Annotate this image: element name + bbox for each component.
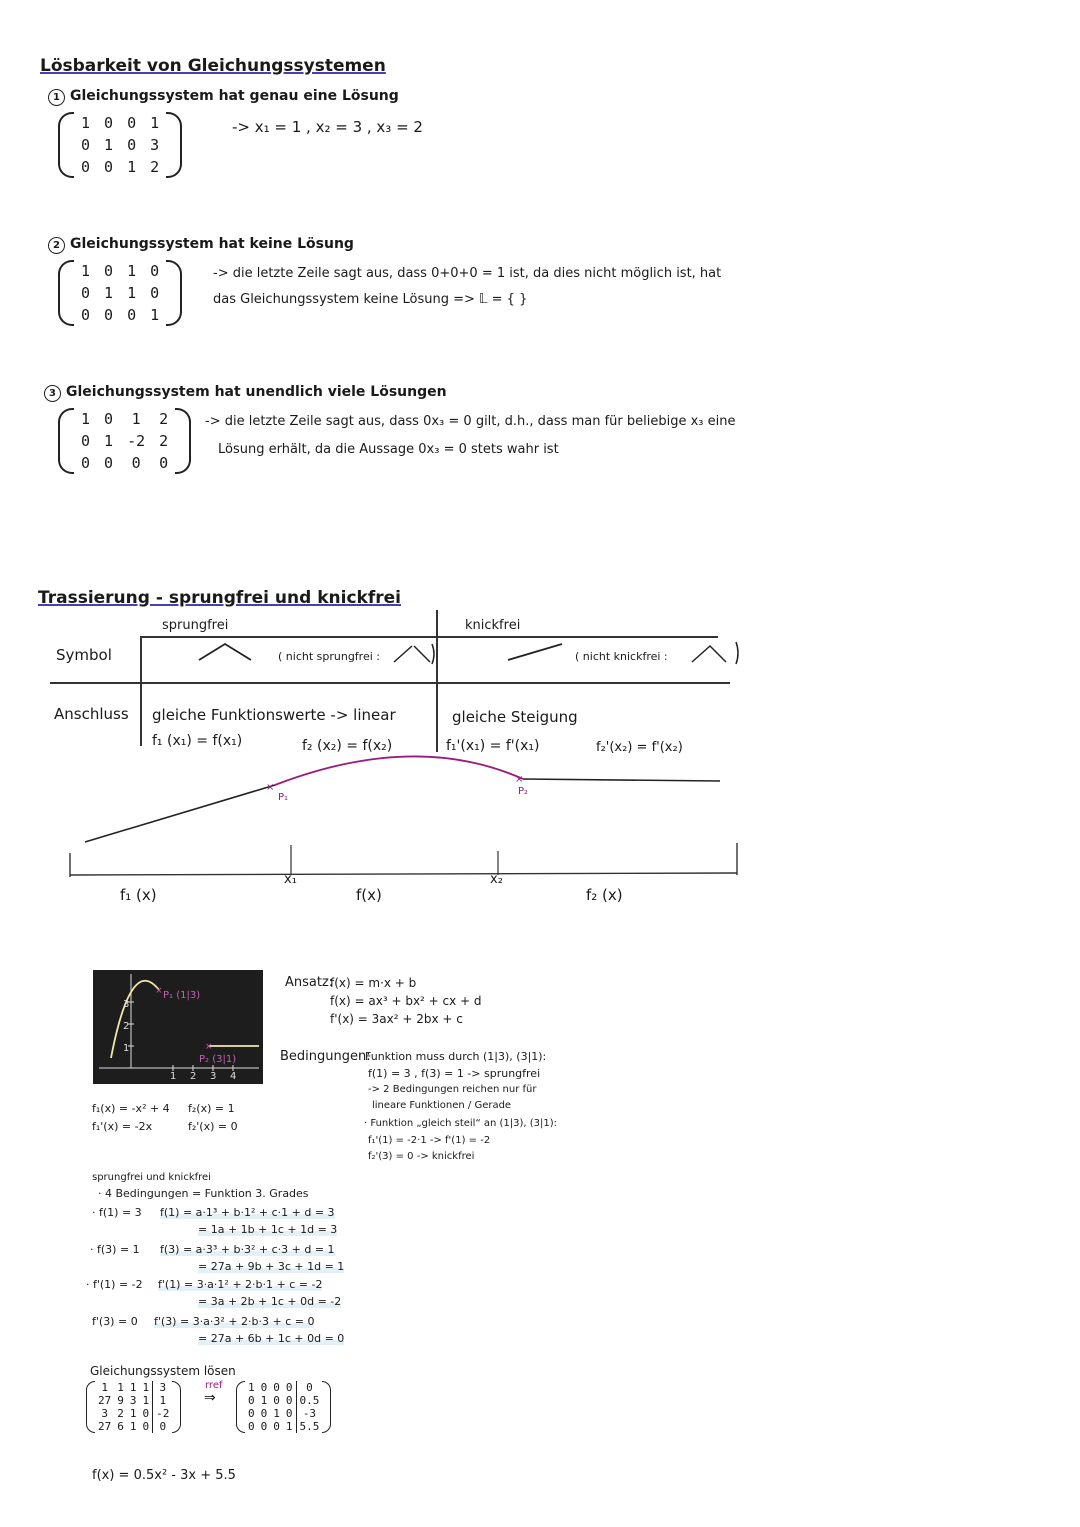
matrix-cell: 1 — [285, 1420, 293, 1433]
matrix-cell: -2 — [127, 432, 146, 450]
matrix-cell: 1 — [104, 136, 114, 154]
matrix-cell: 1 — [260, 1394, 268, 1407]
ansatz-label: Ansatz: — [285, 975, 334, 990]
matrix-cell: 0 — [81, 284, 91, 302]
matrix-cell: 1 — [142, 1394, 150, 1407]
cond4-label: f'(3) = 0 — [92, 1315, 138, 1328]
case2-text-line1: -> die letzte Zeile sagt aus, dass 0+0+0 = 1 ist, da dies nicht möglich ist, hat — [213, 266, 722, 281]
matrix-row — [74, 452, 175, 474]
matrix-cell: 0 — [81, 454, 91, 472]
col-header-sprungfrei: sprungfrei — [162, 618, 229, 633]
bedingung-2: f(1) = 3 , f(3) = 1 -> sprungfrei — [368, 1067, 541, 1080]
f1-definition: f₁(x) = -x² + 4 — [92, 1102, 170, 1115]
matrix-cell: 1 — [273, 1407, 280, 1420]
sprungfrei-eq2: f₂ (x₂) = f(x₂) — [302, 738, 393, 754]
matrix-cell: 1 — [81, 262, 91, 280]
matrix-cell: 0 — [127, 136, 137, 154]
f2-derivative: f₂'(x) = 0 — [188, 1120, 238, 1133]
matrix-row — [95, 1407, 172, 1420]
matrix-cell: 2 — [159, 410, 169, 428]
matrix-cell: 0 — [127, 114, 137, 132]
cond2-label: · f(3) = 1 — [90, 1243, 140, 1256]
bedingungen-label: Bedingungen: — [280, 1049, 371, 1064]
matrix-cell: 1 — [127, 262, 137, 280]
not-sprungfrei-symbol — [392, 642, 438, 666]
matrix-row — [245, 1407, 322, 1420]
knickfrei-eq2: f₂'(x₂) = f'(x₂) — [596, 740, 683, 755]
matrix-cell: 0 — [285, 1381, 293, 1394]
matrix-row — [245, 1420, 322, 1433]
matrix-cell: 1 — [127, 284, 137, 302]
matrix-cell: 1 — [153, 1394, 173, 1407]
matrix-cell: 3 — [153, 1381, 173, 1394]
circled-number: 1 — [48, 89, 65, 106]
bedingung-3: -> 2 Bedingungen reichen nur für — [368, 1084, 537, 1095]
col-header-knickfrei: knickfrei — [465, 618, 521, 633]
matrix-row — [95, 1394, 172, 1407]
matrix-cell: 1 — [104, 284, 114, 302]
trassierung-sketch — [45, 755, 745, 885]
matrix-cell: 0 — [81, 136, 91, 154]
circled-number: 3 — [44, 385, 61, 402]
section-title-trassierung: Trassierung - sprungfrei und knickfrei — [38, 588, 401, 608]
knickfrei-symbol — [506, 640, 566, 664]
matrix-cell: 3 — [150, 136, 160, 154]
matrix-cell: 27 — [98, 1394, 112, 1407]
x-tick-4: 4 — [230, 1071, 237, 1082]
matrix-row — [74, 260, 166, 282]
matrix-row — [74, 408, 175, 430]
matrix-row — [245, 1381, 322, 1394]
cond3-line1: f'(1) = 3·a·1² + 2·b·1 + c = -2 — [158, 1278, 323, 1291]
matrix-row — [74, 304, 166, 326]
matrix-cell: 0 — [81, 158, 91, 176]
bedingung-1: · Funktion muss durch (1|3), (3|1): — [358, 1050, 547, 1063]
sprungfrei-condition: gleiche Funktionswerte -> linear — [152, 706, 396, 724]
matrix-row — [245, 1394, 322, 1407]
matrix-row — [74, 112, 166, 134]
matrix-cell: 1 — [150, 306, 160, 324]
matrix-cell: 0 — [260, 1407, 268, 1420]
matrix-cell: -2 — [153, 1407, 173, 1420]
matrix-cell: 0 — [81, 306, 91, 324]
cond1-label: · f(1) = 3 — [92, 1206, 142, 1219]
label-p2: P₂ — [518, 786, 529, 797]
matrix-cell: 1 — [248, 1381, 255, 1394]
bedingung-4: lineare Funktionen / Gerade — [372, 1100, 512, 1111]
matrix-cell: 0 — [260, 1420, 268, 1433]
x-tick-3: 3 — [210, 1071, 217, 1082]
svg-text:×: × — [205, 1042, 213, 1052]
y-tick-1: 1 — [123, 1043, 130, 1054]
case2-text-line2: das Gleichungssystem keine Lösung => 𝕃 = { } — [213, 292, 528, 307]
y-tick-3: 3 — [123, 999, 130, 1010]
label-f2: f₂ (x) — [586, 886, 623, 904]
matrix-cell: 0 — [104, 306, 114, 324]
table-vline-mid — [436, 610, 438, 752]
label-f: f(x) — [356, 886, 382, 904]
matrix-cell: 0 — [273, 1420, 280, 1433]
row-label-anschluss: Anschluss — [54, 705, 129, 723]
matrix-cell: 0 — [248, 1407, 255, 1420]
matrix-cell: 3 — [129, 1394, 137, 1407]
example-graph — [93, 970, 263, 1084]
matrix-cell: 1 — [142, 1381, 150, 1394]
case3-heading: 3 Gleichungssystem hat unendlich viele Lösungen — [44, 384, 447, 402]
result-function: f(x) = 0.5x² - 3x + 5.5 — [92, 1468, 236, 1483]
matrix-cell: 2 — [159, 432, 169, 450]
matrix-row — [74, 430, 175, 452]
y-tick-2: 2 — [123, 1021, 130, 1032]
matrix-cell: 5.5 — [296, 1420, 322, 1433]
not-sprungfrei-note: ( nicht sprungfrei : — [278, 650, 380, 663]
matrix-cell: 1 — [127, 158, 137, 176]
knickfrei-condition: gleiche Steigung — [452, 708, 578, 726]
rref-label: rref — [205, 1380, 223, 1391]
svg-text:×: × — [515, 774, 524, 785]
matrix-row — [95, 1381, 172, 1394]
matrix-cell: 1 — [81, 410, 91, 428]
knickfrei-eq1: f₁'(x₁) = f'(x₁) — [446, 738, 540, 754]
matrix-cell: 0 — [104, 114, 114, 132]
case1-heading: 1 Gleichungssystem hat genau eine Lösung — [48, 88, 399, 106]
matrix-cell: 0 — [248, 1394, 255, 1407]
matrix-cell: 0 — [150, 262, 160, 280]
case2-heading: 2 Gleichungssystem hat keine Lösung — [48, 236, 354, 254]
matrix-cell: 0 — [153, 1420, 173, 1433]
cond1-line1: f(1) = a·1³ + b·1² + c·1 + d = 3 — [160, 1206, 335, 1219]
matrix-cell: 0 — [285, 1394, 293, 1407]
matrix-cell: -3 — [296, 1407, 322, 1420]
cond3-line2: = 3a + 2b + 1c + 0d = -2 — [198, 1295, 342, 1308]
table-mid-line — [50, 682, 730, 684]
ansatz-line3: f'(x) = 3ax² + 2bx + c — [330, 1012, 463, 1026]
matrix-cell: 1 — [117, 1381, 124, 1394]
matrix-row — [95, 1420, 172, 1433]
cond4-line1: f'(3) = 3·a·3² + 2·b·3 + c = 0 — [154, 1315, 315, 1328]
ansatz-line2: f(x) = ax³ + bx² + cx + d — [330, 994, 482, 1008]
matrix-cell: 0 — [127, 306, 137, 324]
matrix-cell: 27 — [98, 1420, 112, 1433]
label-p1: P₁ — [278, 792, 289, 803]
matrix-cell: 1 — [101, 1381, 108, 1394]
matrix-case3 — [58, 408, 191, 474]
matrix-case2 — [58, 260, 182, 326]
cond2-line1: f(3) = a·3³ + b·3² + c·3 + d = 1 — [160, 1243, 335, 1256]
f2-definition: f₂(x) = 1 — [188, 1102, 235, 1115]
matrix-row — [74, 282, 166, 304]
matrix-cell: 0 — [104, 410, 114, 428]
matrix-cell: 0 — [104, 262, 114, 280]
x-tick-1: 1 — [170, 1071, 177, 1082]
matrix-cell: 0.5 — [296, 1394, 322, 1407]
rref-arrow: ⇒ — [204, 1390, 216, 1406]
matrix-cell: 0 — [150, 284, 160, 302]
matrix-case1 — [58, 112, 182, 178]
matrix-cell: 0 — [104, 454, 114, 472]
svg-text:×: × — [266, 782, 275, 793]
matrix-rref — [236, 1381, 331, 1433]
cond4-line2: = 27a + 6b + 1c + 0d = 0 — [198, 1332, 345, 1345]
matrix-cell: 0 — [81, 432, 91, 450]
matrix-cell: 6 — [117, 1420, 124, 1433]
cond1-line2: = 1a + 1b + 1c + 1d = 3 — [198, 1223, 338, 1236]
label-x1: x₁ — [284, 872, 297, 887]
case3-text-line2: Lösung erhält, da die Aussage 0x₃ = 0 stets wahr ist — [218, 442, 559, 457]
matrix-cell: 1 — [104, 432, 114, 450]
matrix-cell: 1 — [81, 114, 91, 132]
matrix-cell: 2 — [117, 1407, 124, 1420]
bedingung-5: · Funktion „gleich steil“ an (1|3), (3|1): — [364, 1118, 557, 1129]
graph-label-p1: P₁ (1|3) — [163, 990, 201, 1001]
row-label-symbol: Symbol — [56, 646, 112, 664]
not-knickfrei-note: ( nicht knickfrei : — [575, 650, 668, 663]
sk-subtitle: · 4 Bedingungen = Funktion 3. Grades — [98, 1187, 309, 1200]
x-tick-2: 2 — [190, 1071, 197, 1082]
ansatz-line1: f(x) = m·x + b — [330, 976, 417, 990]
matrix-cell: 0 — [104, 158, 114, 176]
matrix-cell: 0 — [260, 1381, 268, 1394]
matrix-cell: 0 — [159, 454, 169, 472]
matrix-cell: 1 — [129, 1381, 137, 1394]
matrix-cell: 1 — [129, 1407, 137, 1420]
not-knickfrei-symbol — [690, 640, 744, 666]
matrix-cell: 3 — [101, 1407, 108, 1420]
case3-text-line1: -> die letzte Zeile sagt aus, dass 0x₃ = 0 gilt, d.h., dass man für beliebige x₃ eine — [205, 414, 736, 429]
matrix-cell: 1 — [150, 114, 160, 132]
circled-number: 2 — [48, 237, 65, 254]
matrix-cell: 1 — [131, 410, 141, 428]
matrix-cell: 0 — [285, 1407, 293, 1420]
matrix-cell: 0 — [131, 454, 141, 472]
matrix-cell: 2 — [150, 158, 160, 176]
label-x2: x₂ — [490, 872, 503, 887]
f1-derivative: f₁'(x) = -2x — [92, 1120, 153, 1133]
matrix-cell: 9 — [117, 1394, 124, 1407]
bedingung-6: f₁'(1) = -2·1 -> f'(1) = -2 — [368, 1135, 491, 1146]
table-top-line — [140, 636, 718, 638]
section-title-loesbarkeit: Lösbarkeit von Gleichungssystemen — [40, 56, 386, 76]
matrix-row — [74, 156, 166, 178]
matrix-cell: 0 — [142, 1407, 150, 1420]
sprungfrei-symbol — [195, 640, 255, 664]
matrix-cell: 0 — [296, 1381, 322, 1394]
svg-text:×: × — [155, 986, 163, 996]
ls-title: Gleichungssystem lösen — [90, 1364, 236, 1378]
bedingung-7: f₂'(3) = 0 -> knickfrei — [368, 1151, 475, 1162]
table-vline-left — [140, 636, 142, 746]
matrix-row — [74, 134, 166, 156]
graph-label-p2: P₂ (3|1) — [199, 1054, 237, 1065]
matrix-cell: 0 — [273, 1381, 280, 1394]
label-f1: f₁ (x) — [120, 886, 157, 904]
sk-title: sprungfrei und knickfrei — [92, 1172, 211, 1183]
case1-solution: -> x₁ = 1 , x₂ = 3 , x₃ = 2 — [232, 118, 423, 136]
matrix-cell: 0 — [142, 1420, 150, 1433]
matrix-cell: 1 — [129, 1420, 137, 1433]
matrix-cell: 0 — [273, 1394, 280, 1407]
cond3-label: · f'(1) = -2 — [86, 1278, 143, 1291]
sprungfrei-eq1: f₁ (x₁) = f(x₁) — [152, 733, 243, 749]
cond2-line2: = 27a + 9b + 3c + 1d = 1 — [198, 1260, 345, 1273]
matrix-cell: 0 — [248, 1420, 255, 1433]
matrix-system — [86, 1381, 181, 1433]
